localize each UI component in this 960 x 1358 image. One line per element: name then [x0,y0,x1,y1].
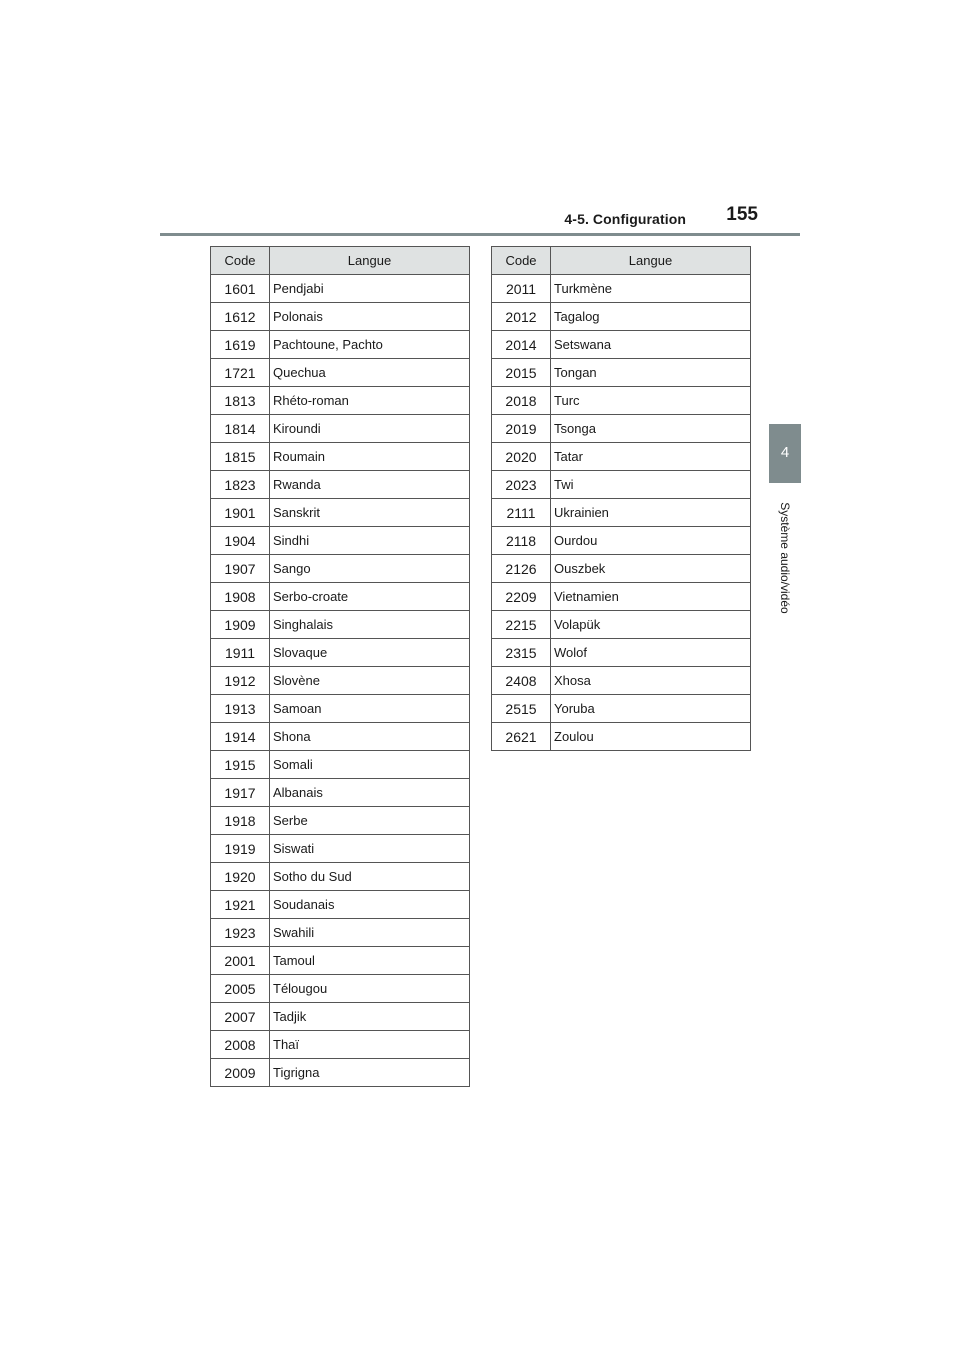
language-code: 2012 [492,303,551,331]
language-code: 1919 [211,835,270,863]
language-code: 1923 [211,919,270,947]
page-header [160,204,800,234]
language-code: 1619 [211,331,270,359]
table-row [211,975,470,1003]
language-name: Tsonga [551,415,751,443]
table-row [211,947,470,975]
language-name: Somali [270,751,470,779]
language-code: 2001 [211,947,270,975]
language-name: Tagalog [551,303,751,331]
language-code: 2209 [492,583,551,611]
language-code-table-right [491,246,751,751]
language-code: 2020 [492,443,551,471]
language-code: 1915 [211,751,270,779]
table-row [211,891,470,919]
table-row [211,583,470,611]
chapter-tab [769,424,801,483]
language-name: Pachtoune, Pachto [270,331,470,359]
table-row [492,639,751,667]
column-header-language: Langue [551,247,751,275]
table-row [211,667,470,695]
language-name: Tamoul [270,947,470,975]
language-name: Siswati [270,835,470,863]
language-code: 2126 [492,555,551,583]
table-row [211,555,470,583]
language-code: 1901 [211,499,270,527]
language-name: Shona [270,723,470,751]
language-name: Rhéto-roman [270,387,470,415]
language-code: 1908 [211,583,270,611]
section-title: 4-5. Configuration [564,211,686,227]
table-row [492,583,751,611]
table-row [492,695,751,723]
table-row [492,667,751,695]
language-name: Sotho du Sud [270,863,470,891]
language-code: 1907 [211,555,270,583]
language-name: Setswana [551,331,751,359]
language-name: Swahili [270,919,470,947]
table-row [211,695,470,723]
language-code: 2009 [211,1059,270,1087]
table-row [211,751,470,779]
language-name: Ouszbek [551,555,751,583]
table-row [211,611,470,639]
language-name: Polonais [270,303,470,331]
language-code: 1815 [211,443,270,471]
language-name: Kiroundi [270,415,470,443]
language-code: 1814 [211,415,270,443]
table-row [492,443,751,471]
table-row [211,1003,470,1031]
language-code: 2515 [492,695,551,723]
language-name: Serbe [270,807,470,835]
language-name: Tongan [551,359,751,387]
table-row [492,555,751,583]
language-name: Ukrainien [551,499,751,527]
column-header-code: Code [211,247,270,275]
table-row [211,275,470,303]
chapter-label: Système audio/vidéo [778,502,792,614]
language-name: Soudanais [270,891,470,919]
table-header-row [492,247,751,275]
language-code: 1914 [211,723,270,751]
table-row [492,611,751,639]
table-row [211,331,470,359]
language-code: 1920 [211,863,270,891]
table-row [211,1059,470,1087]
table-row [211,863,470,891]
table-row [492,499,751,527]
language-code: 2005 [211,975,270,1003]
table-row [211,415,470,443]
language-name: Singhalais [270,611,470,639]
chapter-number: 4 [780,444,790,461]
table-row [492,471,751,499]
language-name: Sanskrit [270,499,470,527]
language-code: 1909 [211,611,270,639]
language-name: Tadjik [270,1003,470,1031]
language-code: 1612 [211,303,270,331]
table-row [492,527,751,555]
table-row [492,275,751,303]
language-code: 1912 [211,667,270,695]
language-name: Tatar [551,443,751,471]
language-name: Sindhi [270,527,470,555]
table-row [492,303,751,331]
table-row [211,835,470,863]
language-code: 2019 [492,415,551,443]
language-name: Sango [270,555,470,583]
language-name: Yoruba [551,695,751,723]
language-name: Wolof [551,639,751,667]
language-name: Twi [551,471,751,499]
table-row [211,1031,470,1059]
language-code: 1601 [211,275,270,303]
language-code: 2215 [492,611,551,639]
table-row [211,359,470,387]
language-name: Thaï [270,1031,470,1059]
page-number: 155 [726,204,758,225]
language-name: Télougou [270,975,470,1003]
table-body [211,275,470,1087]
table-row [492,387,751,415]
language-name: Serbo-croate [270,583,470,611]
language-code: 1913 [211,695,270,723]
language-code: 1921 [211,891,270,919]
column-header-code: Code [492,247,551,275]
table-row [211,919,470,947]
table-row [211,527,470,555]
language-code: 2315 [492,639,551,667]
language-name: Tigrigna [270,1059,470,1087]
language-name: Albanais [270,779,470,807]
language-code: 2118 [492,527,551,555]
language-name: Vietnamien [551,583,751,611]
language-code: 1917 [211,779,270,807]
language-code: 2018 [492,387,551,415]
table-row [211,303,470,331]
language-code: 2014 [492,331,551,359]
language-name: Volapük [551,611,751,639]
language-code: 1918 [211,807,270,835]
language-name: Slovène [270,667,470,695]
language-name: Turkmène [551,275,751,303]
table-row [492,331,751,359]
language-code: 1911 [211,639,270,667]
table-body [492,275,751,751]
table-row [211,639,470,667]
language-code: 2008 [211,1031,270,1059]
table-row [211,471,470,499]
language-code: 1721 [211,359,270,387]
language-name: Rwanda [270,471,470,499]
language-name: Samoan [270,695,470,723]
language-code: 2111 [492,499,551,527]
language-code: 2011 [492,275,551,303]
language-name: Turc [551,387,751,415]
language-code: 1904 [211,527,270,555]
table-row [211,499,470,527]
language-name: Pendjabi [270,275,470,303]
language-name: Ourdou [551,527,751,555]
language-code: 2408 [492,667,551,695]
header-rule [160,233,800,236]
language-name: Slovaque [270,639,470,667]
language-code: 2007 [211,1003,270,1031]
table-row [211,807,470,835]
language-code: 2621 [492,723,551,751]
table-row [211,387,470,415]
language-code: 2015 [492,359,551,387]
table-row [492,723,751,751]
table-row [492,415,751,443]
language-name: Roumain [270,443,470,471]
language-code: 1823 [211,471,270,499]
language-name: Quechua [270,359,470,387]
table-header-row [211,247,470,275]
language-code-table-left [210,246,470,1087]
column-header-language: Langue [270,247,470,275]
table-row [211,443,470,471]
table-row [492,359,751,387]
language-code: 1813 [211,387,270,415]
language-name: Xhosa [551,667,751,695]
table-row [211,779,470,807]
table-row [211,723,470,751]
language-code: 2023 [492,471,551,499]
language-name: Zoulou [551,723,751,751]
